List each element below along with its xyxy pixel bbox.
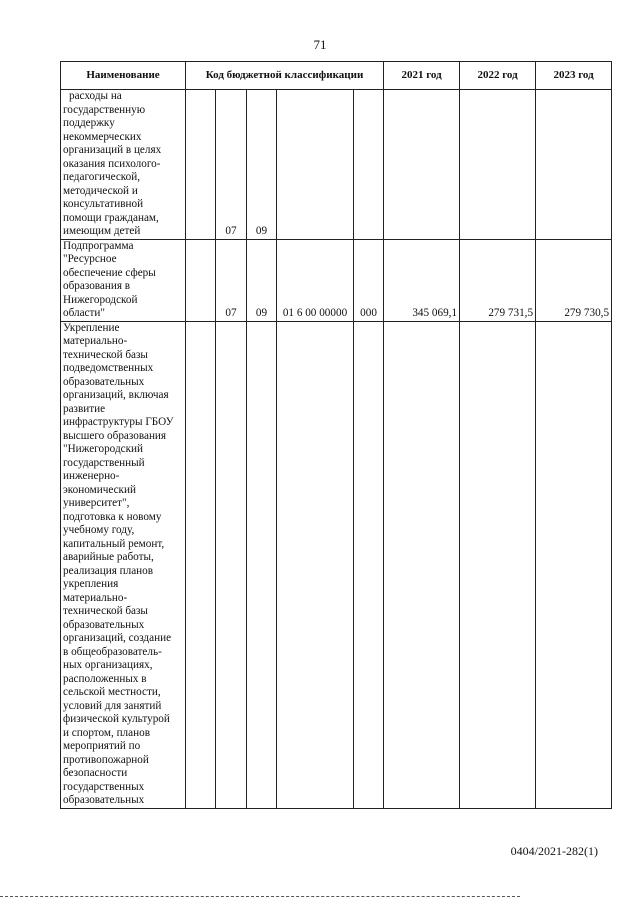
code-cell: 09	[247, 239, 277, 321]
value-2023	[536, 321, 612, 808]
header-2021: 2021 год	[384, 62, 460, 90]
value-2021	[384, 321, 460, 808]
row-name: Укрепление материально- технической базы подведомственных образовательных организаций, включая развитие инфраструктуры ГБОУ высшего образования "Нижегородский государственный инженерно- экономический университет", подготовка к новому учебному году, капитальный ремонт, аварийные работы, реализация планов укрепления материально- технической базы образовательных организаций, создание в общеобразователь- ных организациях, расположенных в сельской местности, условий для занятий физической культурой и спортом, планов мероприятий по противопожарной безопасности государственных образовательных	[61, 321, 186, 808]
code-cell: 01 6 00 00000	[277, 239, 354, 321]
document-number: 0404/2021-282(1)	[510, 844, 598, 858]
code-cell	[186, 90, 216, 240]
code-cell: 07	[216, 239, 247, 321]
page-number: 71	[313, 37, 327, 52]
budget-table	[60, 61, 612, 809]
code-cell	[216, 321, 247, 808]
header-row	[61, 62, 612, 90]
value-2021	[384, 90, 460, 240]
code-cell: 09	[247, 90, 277, 240]
value-2023: 279 730,5	[536, 239, 612, 321]
value-2021: 345 069,1	[384, 239, 460, 321]
code-cell	[186, 321, 216, 808]
code-cell	[247, 321, 277, 808]
table-row	[61, 321, 612, 808]
code-cell	[277, 321, 354, 808]
header-code: Код бюджетной классификации	[186, 62, 384, 90]
table-row	[61, 239, 612, 321]
header-2023: 2023 год	[536, 62, 612, 90]
header-name: Наименование	[61, 62, 186, 90]
row-name: расходы на государственную поддержку некоммерческих организаций в целях оказания психолого- педагогической, методической и консультативной помощи гражданам, имеющим детей	[61, 90, 186, 240]
scan-bottom-rule	[0, 896, 520, 897]
table-row	[61, 90, 612, 240]
code-cell	[354, 321, 384, 808]
value-2022	[460, 321, 536, 808]
header-2022: 2022 год	[460, 62, 536, 90]
code-cell: 07	[216, 90, 247, 240]
code-cell	[277, 90, 354, 240]
code-cell	[354, 90, 384, 240]
value-2022	[460, 90, 536, 240]
value-2022: 279 731,5	[460, 239, 536, 321]
code-cell: 000	[354, 239, 384, 321]
value-2023	[536, 90, 612, 240]
code-cell	[186, 239, 216, 321]
row-name: Подпрограмма "Ресурсное обеспечение сферы образования в Нижегородской области"	[61, 239, 186, 321]
